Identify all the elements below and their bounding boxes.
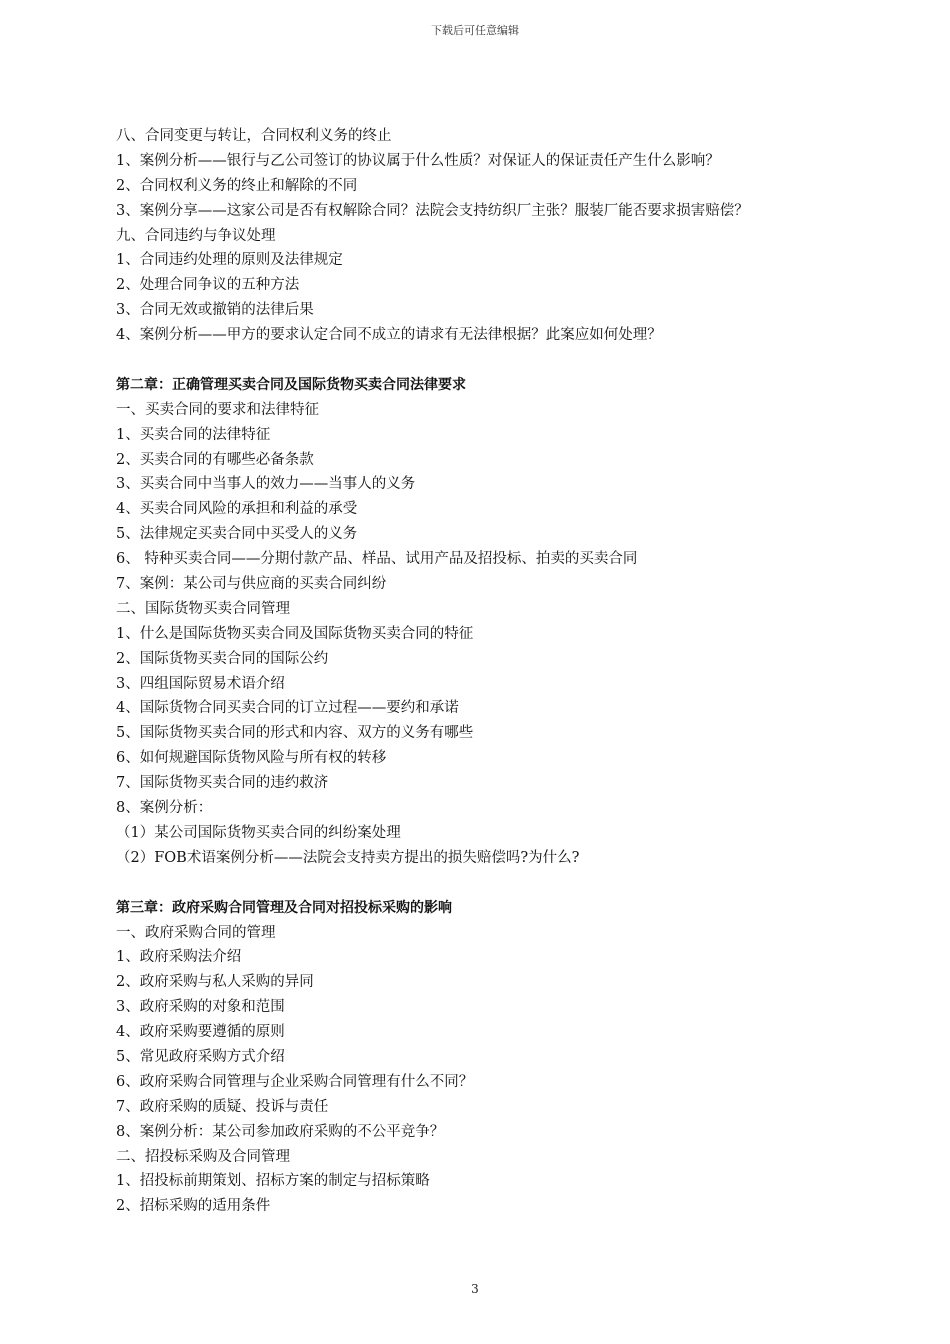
chapter-title: 第三章：政府采购合同管理及合同对招投标采购的影响 — [116, 899, 452, 916]
list-item: 4、政府采购要遵循的原则 — [116, 1024, 285, 1041]
list-item: 4、国际货物合同买卖合同的订立过程——要约和承诺 — [116, 700, 459, 717]
list-item: 2、国际货物买卖合同的国际公约 — [116, 650, 329, 667]
list-item: 2、买卖合同的有哪些必备条款 — [116, 451, 314, 468]
list-item: 3、合同无效或撤销的法律后果 — [116, 302, 314, 319]
section-contract-termination — [116, 124, 876, 348]
list-item: 5、国际货物买卖合同的形式和内容、双方的义务有哪些 — [116, 725, 474, 742]
list-item: 2、处理合同争议的五种方法 — [116, 277, 300, 294]
list-item: 7、国际货物买卖合同的违约救济 — [116, 775, 329, 792]
page-header: 下载后可任意编辑 — [431, 24, 519, 37]
list-item: 2、合同权利义务的终止和解除的不同 — [116, 177, 358, 194]
heading-line: 二、国际货物买卖合同管理 — [116, 600, 290, 617]
list-item: 3、四组国际贸易术语介绍 — [116, 675, 285, 692]
list-item: 4、买卖合同风险的承担和利益的承受 — [116, 501, 358, 518]
chapter-title: 第二章：正确管理买卖合同及国际货物买卖合同法律要求 — [116, 376, 466, 393]
list-item: 2、招标采购的适用条件 — [116, 1198, 271, 1215]
list-item: 1、政府采购法介绍 — [116, 949, 242, 966]
list-item: 7、政府采购的质疑、投诉与责任 — [116, 1098, 329, 1115]
list-item: 3、买卖合同中当事人的效力——当事人的义务 — [116, 476, 416, 493]
heading-line: 一、政府采购合同的管理 — [116, 924, 276, 941]
list-item: 1、案例分析——银行与乙公司签订的协议属于什么性质？对保证人的保证责任产生什么影响？ — [116, 152, 720, 169]
heading-line: 九、合同违约与争议处理 — [116, 227, 276, 244]
heading-line: 二、招投标采购及合同管理 — [116, 1148, 290, 1165]
heading-line: 一、买卖合同的要求和法律特征 — [116, 401, 319, 418]
list-item: 8、案例分析：某公司参加政府采购的不公平竞争？ — [116, 1123, 445, 1140]
list-item: 5、法律规定买卖合同中买受人的义务 — [116, 526, 358, 543]
list-item: 8、案例分析： — [116, 800, 213, 817]
page-number: 3 — [471, 1282, 479, 1296]
list-item: 1、什么是国际货物买卖合同及国际货物买卖合同的特征 — [116, 625, 474, 642]
list-item: 7、案例：某公司与供应商的买卖合同纠纷 — [116, 576, 387, 593]
spacer — [116, 348, 876, 373]
document-body — [116, 124, 876, 1219]
list-item: 2、政府采购与私人采购的异同 — [116, 974, 314, 991]
list-item: 1、招投标前期策划、招标方案的制定与招标策略 — [116, 1173, 430, 1190]
list-item: 3、政府采购的对象和范围 — [116, 999, 285, 1016]
list-item: 6、政府采购合同管理与企业采购合同管理有什么不同？ — [116, 1073, 474, 1090]
list-item: 4、案例分析——甲方的要求认定合同不成立的请求有无法律根据？此案应如何处理？ — [116, 327, 662, 344]
list-item: 6、 特种买卖合同——分期付款产品、样品、试用产品及招投标、拍卖的买卖合同 — [116, 551, 638, 568]
heading-line: 八、合同变更与转让，合同权利义务的终止 — [116, 128, 392, 144]
list-item: 1、合同违约处理的原则及法律规定 — [116, 252, 343, 269]
list-item: 1、买卖合同的法律特征 — [116, 426, 271, 443]
list-item: 5、常见政府采购方式介绍 — [116, 1048, 285, 1065]
sub-list-item: （2）FOB术语案例分析——法院会支持卖方提出的损失赔偿吗?为什么? — [116, 849, 580, 866]
chapter-2 — [116, 373, 876, 871]
list-item: 6、如何规避国际货物风险与所有权的转移 — [116, 750, 387, 767]
sub-list-item: （1）某公司国际货物买卖合同的纠纷案处理 — [116, 824, 401, 841]
chapter-3 — [116, 896, 876, 1220]
list-item: 3、案例分享——这家公司是否有权解除合同？法院会支持纺织厂主张？服装厂能否要求损害赔偿？ — [116, 202, 749, 219]
spacer — [116, 871, 876, 896]
